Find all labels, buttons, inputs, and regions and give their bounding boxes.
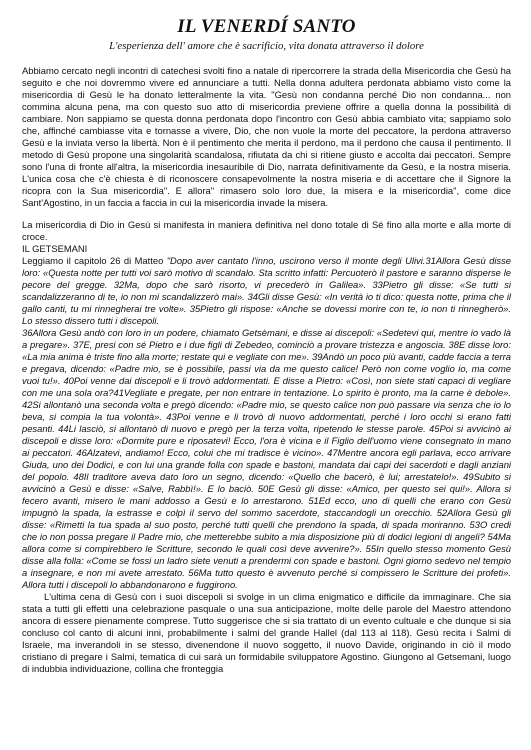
reading-intro: Leggiamo il capitolo 26 di Matteo: [22, 255, 167, 266]
manifest-paragraph: La misericordia di Dio in Gesù si manifesta in maniera definitiva nel dono totale di Sé fino alla morte e alla morte di croce.: [22, 219, 511, 242]
page-title: IL VENERDÍ SANTO: [177, 16, 356, 37]
section-heading: IL GETSEMANI: [22, 243, 88, 254]
closing-paragraph: L'ultima cena di Gesù con i suoi discepoli si svolge in un clima enigmatico e difficile da immaginare. Che sia stata a tutti gli effetti una celebrazione pasquale o una sua anticipazione, molte delle parole del Maestro attendono ancora di essere pienamente comprese. Tutto suggerisce che si sia trattato di un evento cultuale e che dunque si sia concluso col canto di alcuni inni, probabilmente i salmi del grande Hallel (dal 113 al 118). Gesù recita i Salmi di Israele, ma inverandoli in se stesso, divenendone il nuovo soggetto, il nuovo Davide, originando in ciò il modo cristiano di pregare i Salmi, tematica di cui sarà un formidabile sviluppatore Agostino. Giungono al Getsemani, luogo di indubbia individuazione, collina che fronteggia: [22, 591, 511, 674]
reading-paragraph-2: [22, 327, 511, 591]
reading-quote: "Dopo aver cantato l'inno, uscirono verso il monte degli Ulivi.31Allora Gesù disse loro: «Questa notte per tutti voi sarò motivo di scandalo. Sta scritto infatti: Percuoterò il pastore e saranno disperse le pecore del gregge. 32Ma, dopo che sarò risorto, vi precederò in Galilea». 33Pietro gli disse: «Se tutti si scandalizzeranno di te, io non mi scandalizzerò mai». 34Gli disse Gesù: «In verità io ti dico: questa notte, prima che il gallo canti, tu mi rinnegherai tre volte». 35Pietro gli rispose: «Anche se dovessi morire con te, io non ti rinnegherò». Lo stesso dissero tutti i discepoli.: [22, 255, 511, 326]
reading-paragraph: [22, 255, 511, 327]
page-subtitle: L'esperienza dell' amore che è sacrificio, vita donata attraverso il dolore: [109, 40, 424, 52]
intro-paragraph: Abbiamo cercato negli incontri di catechesi svolti fino a natale di ripercorrere la strada della Misericordia che Gesù ha seguito e che noi dovremmo vivere ed annunciare a tutti. Nella donna adultera perdonata abbiamo visto come la misericordia di Gesù le ha donato letteralmente la vita. "Gesù non condanna perché Dio non condanna... non commina alcuna pena, ma con questo suo atto di misericordia previene offrire a quella donna la possibilità di cambiare. Non sappiamo se questa donna perdonata dopo l'incontro con Gesù abbia cambiato vita; sappiamo solo che, affinché cambiasse vita e tornasse a vivere, Dio, che non vuole la morte del peccatore, la perdona attraverso Gesù e la inviata verso la libertà. Non è il pentimento che merita il perdono, ma il perdono che causa il pentimento. Il metodo di Gesù propone una singolarità scandalosa, rifiutata da chi si ritiene giusto e accolta dai peccatori. Sempre sono l'una di fronte all'altra, la misericordia inesauribile di Dio, narrata definitivamente da Gesù, e la nostra miseria. L'unica cosa che c'è chiesta è di riconoscere consapevolmente la nostra miseria e di accettare che il Signore la ricopra con la Sua misericordia". E allora" rimasero solo loro due, la misera e la misericordia", come dice Sant'Agostino, in un faccia a faccia in cui la misericordia invade la misera.: [22, 65, 511, 208]
reading-quote-2: 36Allora Gesù andò con loro in un podere, chiamato Getsèmani, e disse ai discepoli: «Sedetevi qui, mentre io vado là a pregare». 37E, presi con sé Pietro e i due figli di Zebedeo, cominciò a provare tristezza e angoscia. 38E disse loro: «La mia anima è triste fino alla morte; restate qui e vegliate con me». 39Andò un poco più avanti, cadde faccia a terra e pregava, dicendo: «Padre mio, se è possibile, passi via da me questo calice! Però non come voglio io, ma come vuoi tu!». 40Poi venne dai discepoli e li trovò addormentati. E disse a Pietro: «Così, non siete stati capaci di vegliare con me una sola ora?41Vegliate e pregate, per non entrare in tentazione. Lo spirito è pronto, ma la carne è debole». 42Si allontanò una seconda volta e pregò dicendo: «Padre mio, se questo calice non può passare via senza che io lo beva, si compia la tua volontà». 43Poi venne e li trovò di nuovo addormentati, perché i loro occhi si erano fatti pesanti. 44Li lasciò, si allontanò di nuovo e pregò per la terza volta, ripetendo le stesse parole. 45Poi si avvicinò ai discepoli e disse loro: «Dormite pure e riposatevi! Ecco, l'ora è vicina e il Figlio dell'uomo viene consegnato in mano ai peccatori. 46Alzatevi, andiamo! Ecco, colui che mi tradisce è vicino». 47Mentre ancora egli parlava, ecco arrivare Giuda, uno dei Dodici, e con lui una grande folla con spade e bastoni, mandata dai capi dei sacerdoti e dagli anziani del popolo. 48Il traditore aveva dato loro un segno, dicendo: «Quello che bacerò, è lui; arrestatelo!». 49Subito si avvicinò a Gesù e disse: «Salve, Rabbì!». E lo baciò. 50E Gesù gli disse: «Amico, per questo sei qui!». Allora si fecero avanti, misero le mani addosso a Gesù e lo arrestarono. 51Ed ecco, uno di quelli che erano con Gesù impugnò la spada, la estrasse e colpì il servo del sommo sacerdote, staccandogli un orecchio. 52Allora Gesù gli disse: «Rimetti la tua spada al suo posto, perché tutti quelli che prendono la spada, di spada moriranno. 53O credi che io non possa pregare il Padre mio, che metterebbe subito a mia disposizione più di dodici legioni di angeli? 54Ma allora come si compirebbero le Scritture, secondo le quali così deve avvenire?». 55In quello stesso momento Gesù disse alla folla: «Come se fossi un ladro siete venuti a prendermi con spade e bastoni. Ogni giorno sedevo nel tempio a insegnare, e non mi avete arrestato. 56Ma tutto questo è avvenuto perché si compissero le Scritture dei profeti». Allora tutti i discepoli lo abbandonarono e fuggirono.: [22, 327, 511, 590]
